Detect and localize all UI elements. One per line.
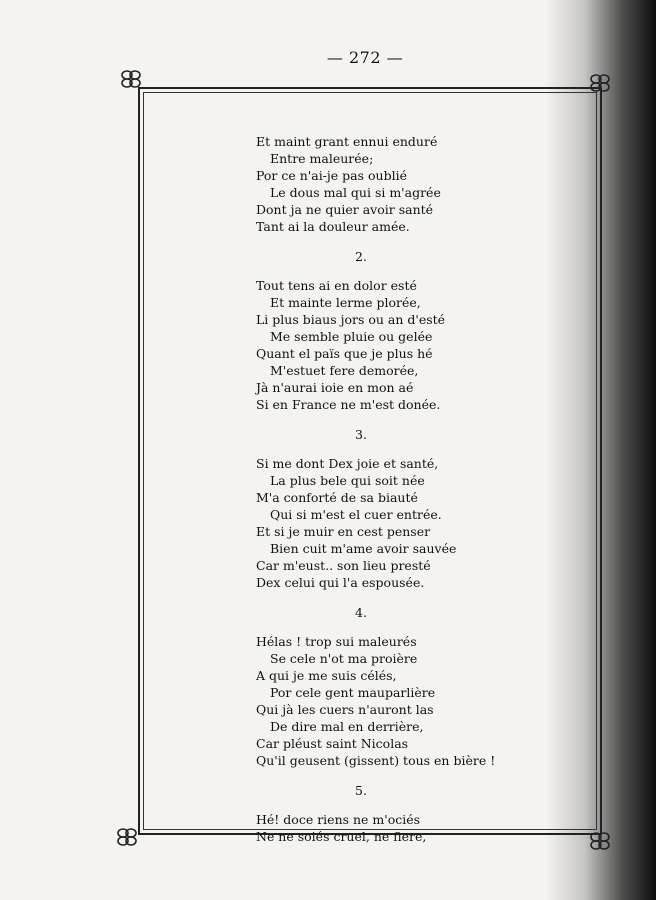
verse-line: De dire mal en derrière,	[270, 719, 424, 734]
verse-line: Qui jà les cuers n'auront las	[256, 702, 434, 717]
verse-line: Li plus biaus jors ou an d'esté	[256, 312, 446, 327]
verse-line: Car pléust saint Nicolas	[256, 736, 409, 751]
stanza	[256, 133, 496, 235]
verse-line: A qui je me suis célés,	[256, 668, 397, 683]
corner-ornament-top-left-icon	[120, 68, 142, 90]
verse-line: Tout tens ai en dolor esté	[256, 278, 417, 293]
stanza-number: 4.	[355, 605, 367, 620]
corner-ornament-top-right-icon	[589, 72, 611, 94]
verse-line: Si en France ne m'est donée.	[256, 397, 441, 412]
verse-line: Et maint grant ennui enduré	[256, 134, 438, 149]
stanza-number: 2.	[355, 249, 367, 264]
verse-line: Le dous mal qui si m'agrée	[270, 185, 441, 200]
verse-line: Entre maleurée;	[270, 151, 374, 166]
verse-line: Hé! doce riens ne m'ociés	[256, 812, 421, 827]
stanza	[256, 426, 496, 591]
verse-line: Dex celui qui l'a espousée.	[256, 575, 425, 590]
corner-ornament-bottom-left-icon	[116, 826, 138, 848]
verse-line: Quant el païs que je plus hé	[256, 346, 433, 361]
verse-line: M'estuet fere demorée,	[270, 363, 419, 378]
verse-line: Qu'il geusent (gissent) tous en bière !	[256, 753, 496, 768]
stanza	[256, 782, 496, 845]
verse-line: Se cele n'ot ma proière	[270, 651, 418, 666]
verse-line: Dont ja ne quier avoir santé	[256, 202, 434, 217]
page-number: — 272 —	[326, 48, 404, 67]
verse-line: Bien cuit m'ame avoir sauvée	[270, 541, 457, 556]
verse-line: Car m'eust.. son lieu presté	[256, 558, 431, 573]
stanza-number: 3.	[355, 427, 367, 442]
verse-line: M'a conforté de sa biauté	[256, 490, 418, 505]
stanza-number: 5.	[355, 783, 367, 798]
stanza	[256, 248, 496, 413]
verse-line: Qui si m'est el cuer entrée.	[270, 507, 442, 522]
corner-ornament-bottom-right-icon	[589, 830, 611, 852]
verse-line: Ne ne soiés cruel, ne fiere,	[256, 829, 427, 844]
verse-line: Por cele gent mauparlière	[270, 685, 436, 700]
stanza	[256, 604, 496, 769]
poem-text	[256, 133, 496, 845]
verse-line: Por ce n'ai-je pas oublié	[256, 168, 407, 183]
verse-line: Jà n'aurai ioie en mon aé	[256, 380, 414, 395]
verse-line: Si me dont Dex joie et santé,	[256, 456, 439, 471]
verse-line: Tant ai la douleur amée.	[256, 219, 410, 234]
verse-line: Et si je muir en cest penser	[256, 524, 431, 539]
verse-line: Et mainte lerme plorée,	[270, 295, 421, 310]
verse-line: La plus bele qui soit née	[270, 473, 425, 488]
verse-line: Hélas ! trop sui maleurés	[256, 634, 417, 649]
verse-line: Me semble pluie ou gelée	[270, 329, 433, 344]
